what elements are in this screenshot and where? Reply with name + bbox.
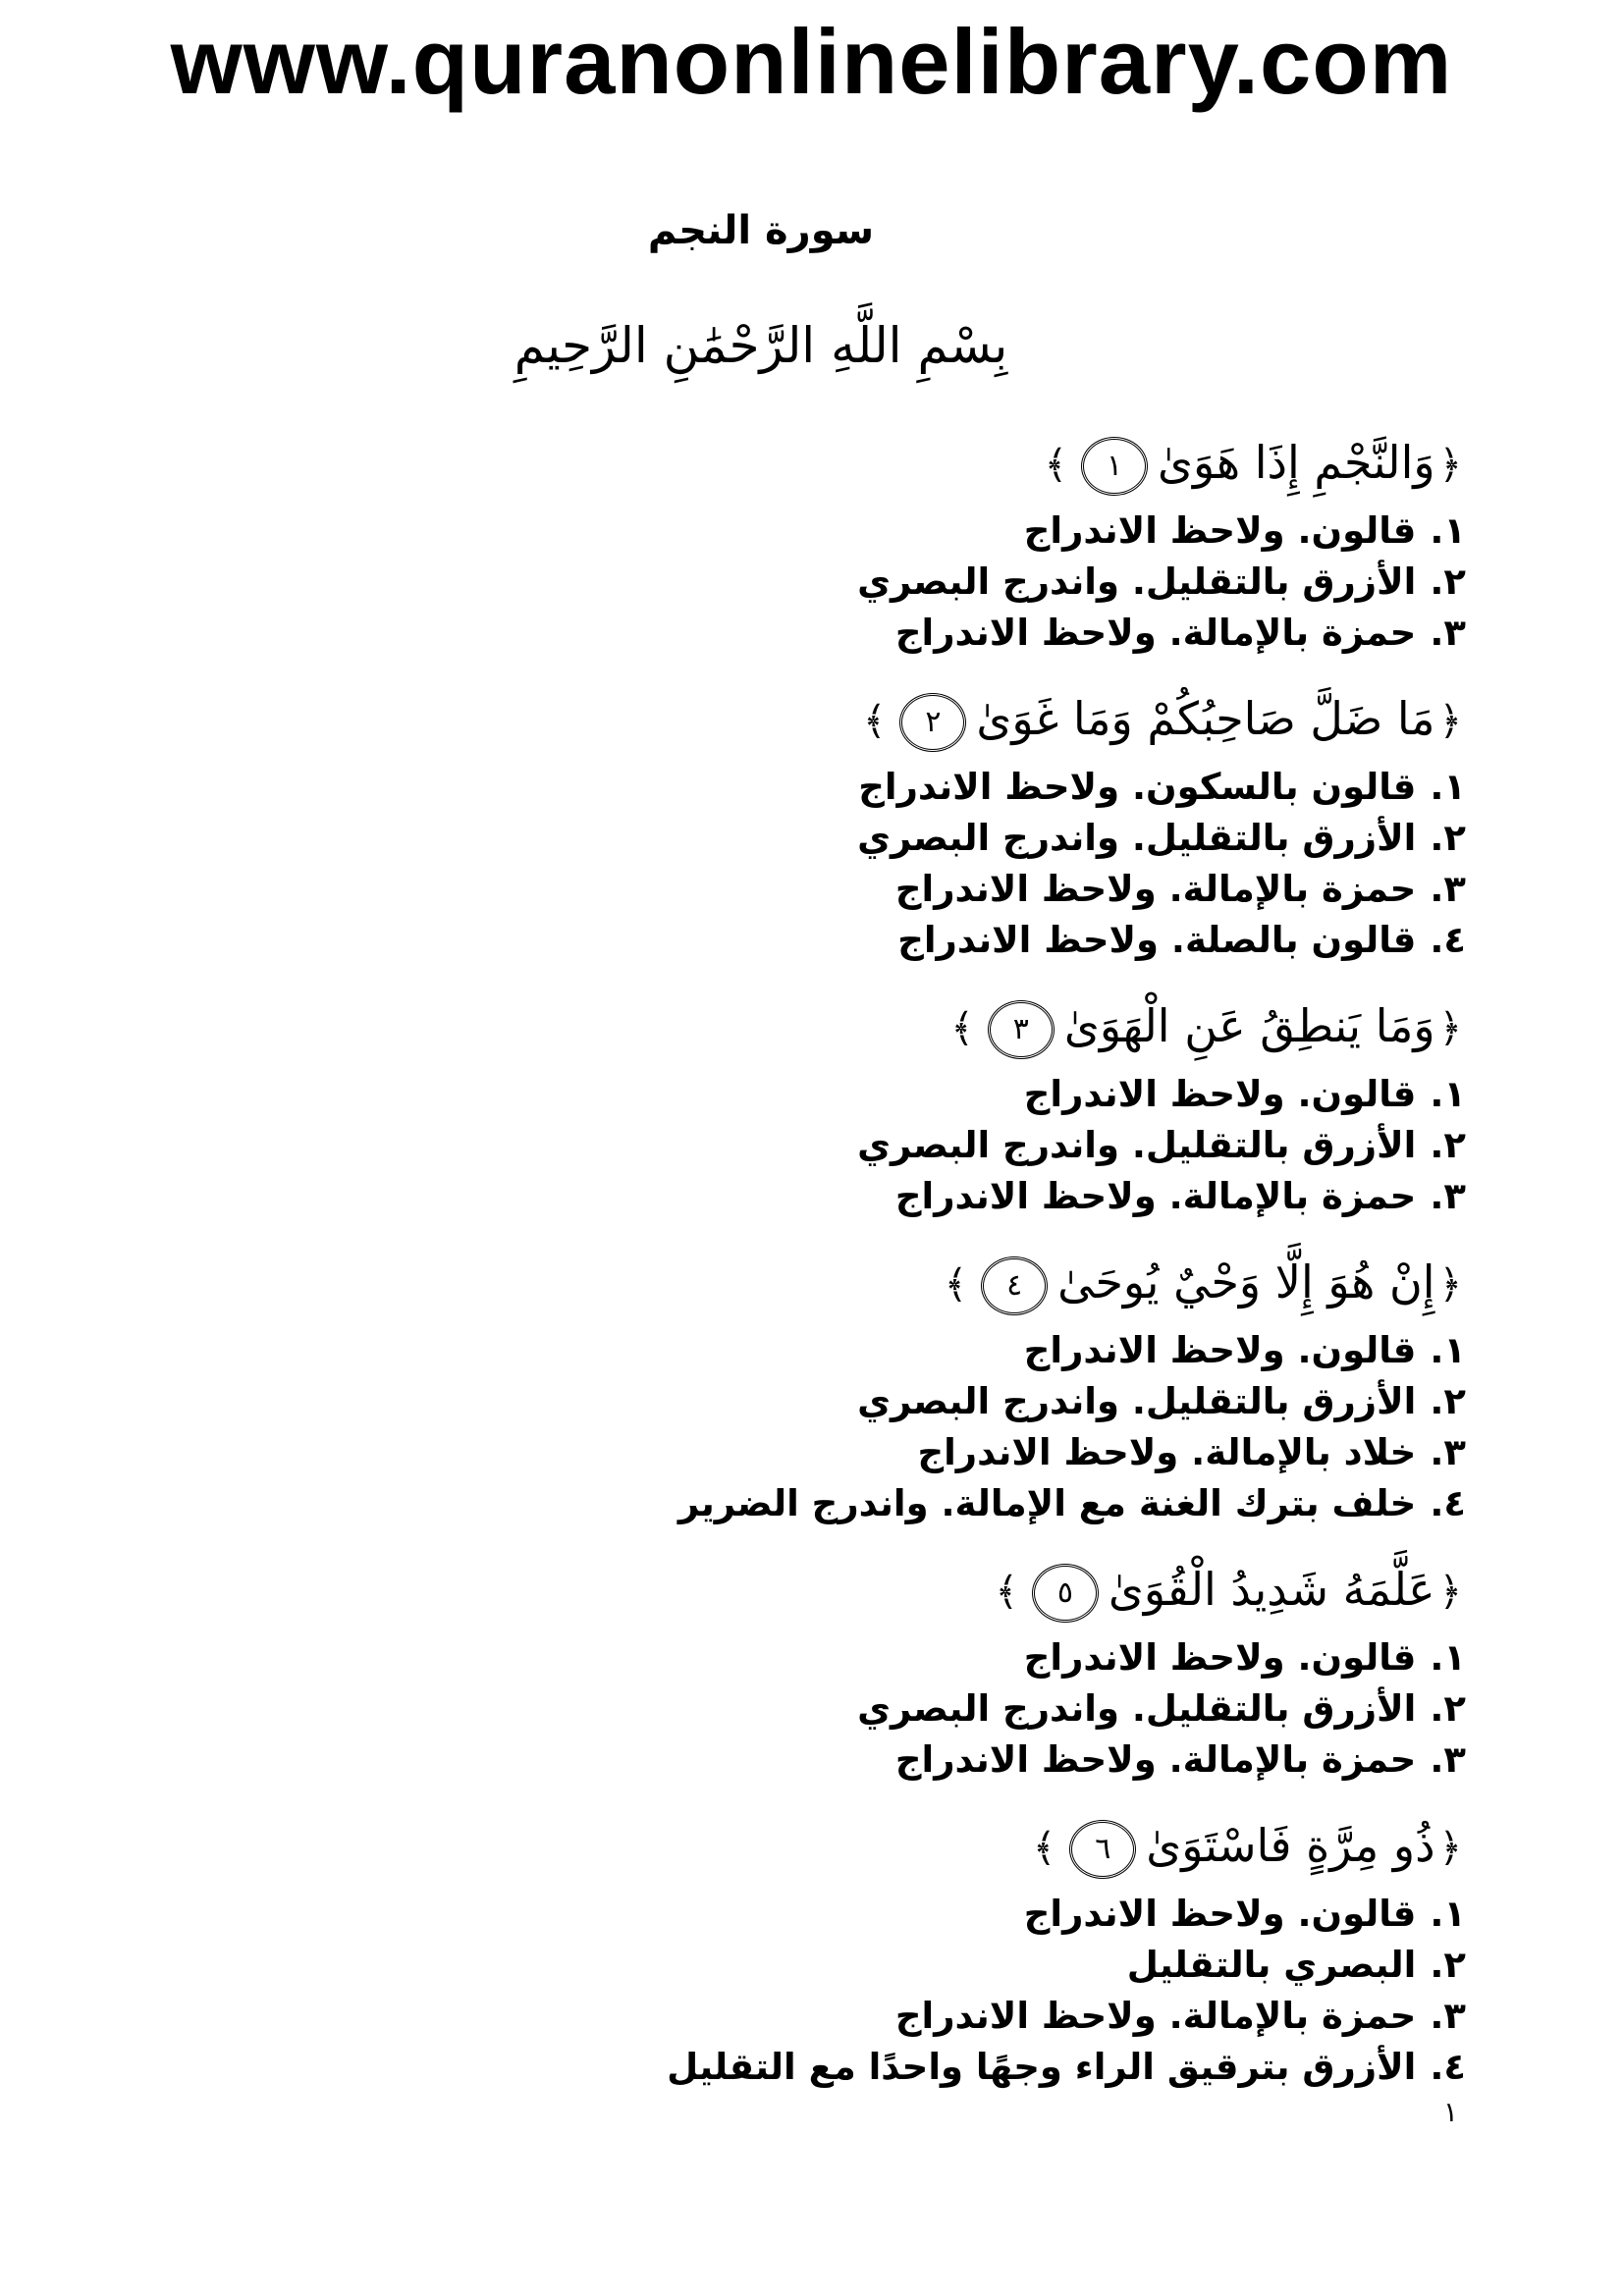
close-bracket: ﴾ [1044,443,1068,488]
note-marker: ٤. [1430,919,1466,961]
note-text: الأزرق بترقيق الراء وجهًا واحدًا مع التقليل [667,2046,1417,2088]
open-bracket: ﴿ [1438,699,1462,744]
note-marker: ٣. [1430,1175,1466,1217]
note-marker: ١. [1430,766,1466,808]
note-item [140,506,1466,557]
note-text: حمزة بالإمالة. ولاحظ الاندراج [894,1995,1417,2037]
verse-block [140,1805,1466,2093]
note-marker: ٣. [1430,1431,1466,1473]
open-bracket: ﴿ [1438,1006,1462,1051]
note-item [140,915,1466,966]
note-marker: ٢. [1430,561,1466,603]
note-text: قالون بالسكون. ولاحظ الاندراج [858,766,1417,808]
verse-number: ١ [1081,437,1148,496]
note-item [140,1120,1466,1171]
close-bracket: ﴾ [995,1570,1018,1615]
note-item [140,1683,1466,1735]
note-text: قالون. ولاحظ الاندراج [1023,1329,1417,1371]
note-marker: ١. [1430,1636,1466,1679]
note-marker: ٣. [1430,612,1466,654]
note-text: قالون. ولاحظ الاندراج [1023,509,1417,552]
note-text: خلف بترك الغنة مع الإمالة. واندرج الضرير [677,1482,1417,1524]
note-item [140,1991,1466,2042]
notes-list [140,1325,1466,1529]
notes-list [140,1889,1466,2093]
open-bracket: ﴿ [1438,1570,1462,1615]
note-text: الأزرق بالتقليل. واندرج البصري [857,1124,1417,1166]
verse-line [140,678,1466,762]
open-bracket: ﴿ [1438,1262,1462,1308]
note-item [140,608,1466,659]
verse-text: مَا ضَلَّ صَاحِبُكُمْ وَمَا غَوَىٰ [976,692,1435,745]
note-marker: ٢. [1430,1687,1466,1730]
verse-number: ٤ [981,1256,1048,1315]
note-marker: ٤. [1430,1482,1466,1524]
note-marker: ١. [1430,1329,1466,1371]
close-bracket: ﴾ [950,1006,974,1051]
note-marker: ٢. [1430,1944,1466,1986]
verse-line [140,986,1466,1069]
verse-text: عَلَّمَهُ شَدِيدُ الْقُوَىٰ [1108,1563,1435,1616]
verse-line [140,1805,1466,1889]
verse-text: إِنْ هُوَ إِلَّا وَحْيٌ يُوحَىٰ [1057,1255,1435,1308]
verse-text: وَالنَّجْمِ إِذَا هَوَىٰ [1158,436,1435,489]
open-bracket: ﴿ [1438,443,1462,488]
note-text: قالون. ولاحظ الاندراج [1023,1893,1417,1935]
notes-list [140,1632,1466,1786]
open-bracket: ﴿ [1438,1826,1462,1871]
note-marker: ١. [1430,1893,1466,1935]
note-text: خلاد بالإمالة. ولاحظ الاندراج [917,1431,1417,1473]
note-item [140,1171,1466,1222]
note-item [140,1632,1466,1683]
notes-list [140,506,1466,659]
note-marker: ١. [1430,509,1466,552]
note-item [140,1889,1466,1940]
note-text: قالون. ولاحظ الاندراج [1023,1073,1417,1115]
verse-number: ٦ [1069,1820,1136,1879]
note-marker: ٢. [1430,1380,1466,1422]
note-item [140,1735,1466,1786]
verses-list [140,422,1466,2112]
verse-block [140,678,1466,966]
notes-list [140,762,1466,966]
note-item [140,1940,1466,1991]
note-text: الأزرق بالتقليل. واندرج البصري [857,561,1417,603]
close-bracket: ﴾ [1032,1826,1056,1871]
verse-line [140,422,1466,506]
surah-title: سورة النجم [647,208,875,253]
note-text: قالون. ولاحظ الاندراج [1023,1636,1417,1679]
page-number: ١ [1443,2096,1459,2128]
site-url: www.quranonlinelibrary.com [170,10,1453,113]
note-marker: ٢. [1430,817,1466,859]
verse-line [140,1242,1466,1325]
note-text: الأزرق بالتقليل. واندرج البصري [857,1380,1417,1422]
note-item [140,762,1466,813]
note-marker: ٣. [1430,868,1466,910]
note-marker: ٣. [1430,1995,1466,2037]
verse-text: ذُو مِرَّةٍ فَاسْتَوَىٰ [1146,1819,1435,1872]
note-item [140,1427,1466,1478]
verse-number: ٥ [1032,1564,1099,1623]
note-item [140,557,1466,608]
verse-line [140,1549,1466,1632]
note-marker: ٢. [1430,1124,1466,1166]
note-text: حمزة بالإمالة. ولاحظ الاندراج [894,612,1417,654]
note-text: حمزة بالإمالة. ولاحظ الاندراج [894,868,1417,910]
note-marker: ٤. [1430,2046,1466,2088]
verse-block [140,1242,1466,1529]
note-item [140,1478,1466,1529]
verse-number: ٣ [988,1000,1055,1059]
note-text: حمزة بالإمالة. ولاحظ الاندراج [894,1738,1417,1781]
verse-block [140,422,1466,659]
verse-text: وَمَا يَنطِقُ عَنِ الْهَوَىٰ [1063,999,1435,1052]
note-item [140,864,1466,915]
note-item [140,1325,1466,1376]
note-marker: ١. [1430,1073,1466,1115]
basmala: بِسْمِ اللَّهِ الرَّحْمَٰنِ الرَّحِيمِ [514,317,1008,374]
note-item [140,813,1466,864]
verse-number: ٢ [899,693,966,752]
note-text: الأزرق بالتقليل. واندرج البصري [857,817,1417,859]
note-item [140,2042,1466,2093]
note-marker: ٣. [1430,1738,1466,1781]
note-item [140,1376,1466,1427]
note-text: البصري بالتقليل [1126,1944,1417,1986]
close-bracket: ﴾ [862,699,887,744]
note-text: قالون بالصلة. ولاحظ الاندراج [897,919,1417,961]
notes-list [140,1069,1466,1222]
verse-block [140,1549,1466,1786]
note-item [140,1069,1466,1120]
verse-block [140,986,1466,1222]
close-bracket: ﴾ [944,1262,968,1308]
note-text: الأزرق بالتقليل. واندرج البصري [857,1687,1417,1730]
note-text: حمزة بالإمالة. ولاحظ الاندراج [894,1175,1417,1217]
